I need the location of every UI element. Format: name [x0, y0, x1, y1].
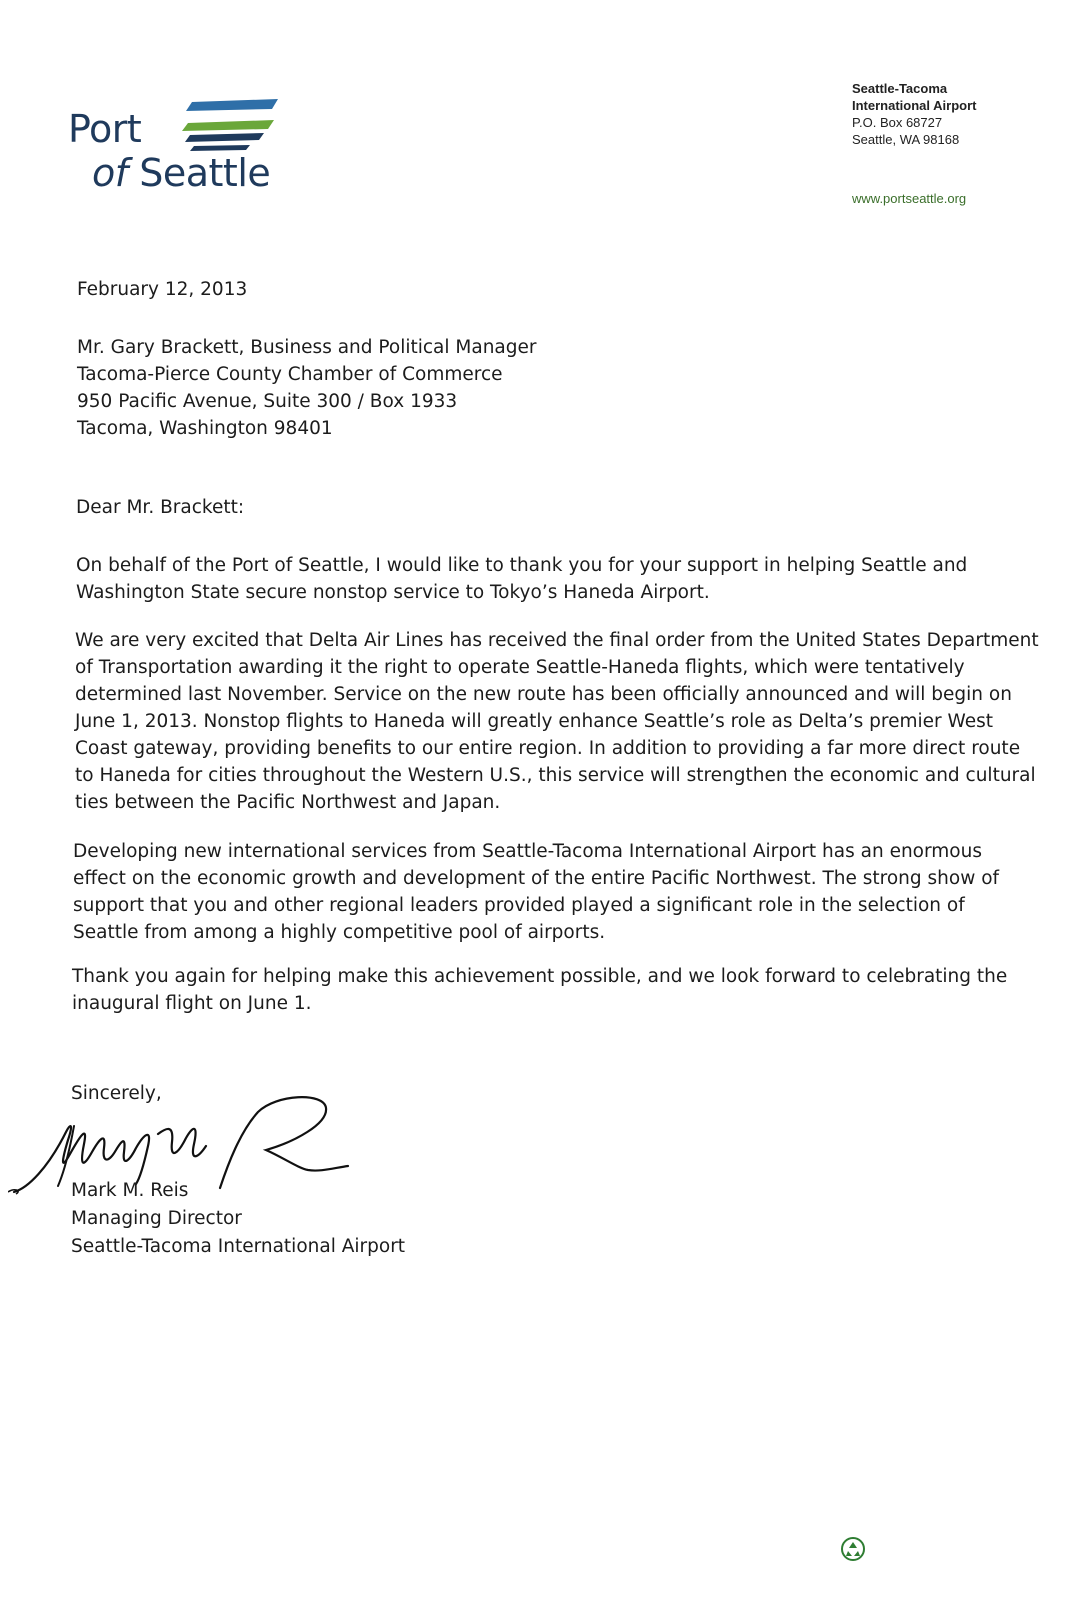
logo-word-of: of — [92, 151, 128, 195]
recipient-line: Tacoma-Pierce County Chamber of Commerce — [77, 364, 503, 385]
body-paragraph: We are very excited that Delta Air Lines has received the final order from the United States Department of Transportation awarding it the right to operate Seattle-Haneda flights, which were tentatively determined last November. Service on the new route has been officially announced and will begin on June 1, 2013. Nonstop flights to Haneda will greatly enhance Seattle’s role as Delta’s premier West Coast gateway, providing benefits to our entire region. In addition to providing a far more direct route to Haneda for cities throughout the Western U.S., this service will strengthen the economic and cultural ties between the Pacific Northwest and Japan. — [75, 630, 1039, 813]
body-paragraph: Developing new international services from Seattle-Tacoma International Airport has an enormous effect on the economic growth and development of the entire Pacific Northwest. The strong show of support that you and other regional leaders provided played a significant role in the selection of Seattle from among a highly competitive pool of airports. — [73, 841, 1000, 943]
signer-name: Mark M. Reis — [71, 1180, 189, 1201]
logo-word-seattle-text: Seattle — [139, 151, 271, 195]
recipient-line: Mr. Gary Brackett, Business and Political Manager — [77, 337, 537, 358]
letter-date: February 12, 2013 — [77, 279, 248, 300]
recipient-address — [77, 334, 537, 442]
body-paragraph: On behalf of the Port of Seattle, I would like to thank you for your support in helping Seattle and Washington State secure nonstop service to Tokyo’s Haneda Airport. — [76, 555, 968, 603]
org-line-1: Seattle-Tacoma — [852, 81, 948, 96]
org-line-2: International Airport — [852, 98, 977, 113]
return-address — [852, 80, 976, 148]
recipient-line: Tacoma, Washington 98401 — [77, 418, 333, 439]
recycle-icon — [840, 1536, 866, 1562]
body-paragraph: Thank you again for helping make this achievement possible, and we look forward to celebrating the inaugural flight on June 1. — [72, 966, 1008, 1014]
logo-word-seattle — [92, 151, 271, 195]
website-url: www.portseattle.org — [852, 191, 967, 206]
logo-word-port: Port — [68, 107, 142, 151]
closing: Sincerely, — [71, 1083, 162, 1104]
signer-organization: Seattle-Tacoma International Airport — [71, 1236, 406, 1257]
signer-title: Managing Director — [71, 1208, 242, 1229]
city-state-zip: Seattle, WA 98168 — [852, 132, 960, 147]
salutation: Dear Mr. Brackett: — [76, 497, 245, 518]
port-of-seattle-logo — [66, 96, 286, 200]
wave-logo-icon — [180, 96, 280, 156]
po-box: P.O. Box 68727 — [852, 115, 943, 130]
recipient-line: 950 Pacific Avenue, Suite 300 / Box 1933 — [77, 391, 458, 412]
